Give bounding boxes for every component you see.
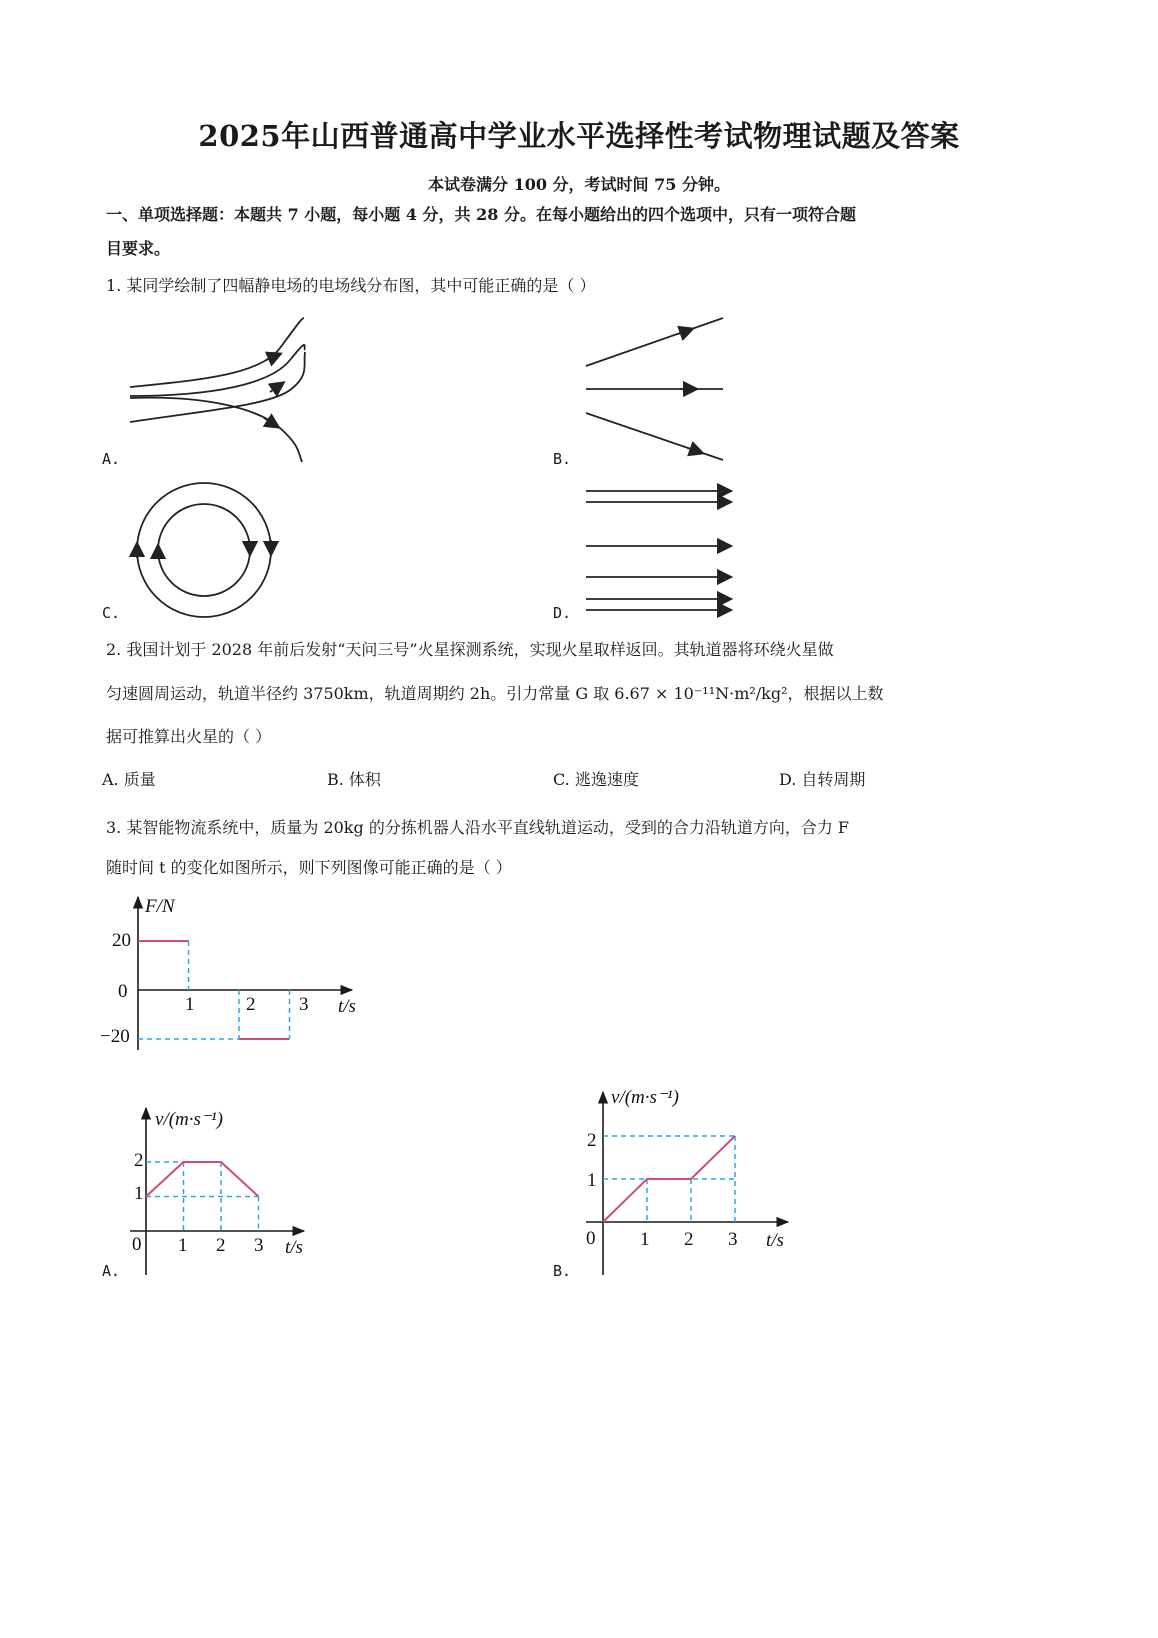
force-x-tick: 3 <box>299 994 309 1015</box>
velocity-a-y-tick: 2 <box>134 1150 144 1171</box>
force-x-label: t/s <box>338 996 356 1017</box>
velocity-b-y-tick: 1 <box>587 1170 597 1191</box>
force-y-tick: 20 <box>112 930 131 951</box>
question-2-line1: 2. 我国计划于 2028 年前后发射“天问三号”火星探测系统，实现火星取样返回。其轨道器将环绕火星做 <box>106 640 834 659</box>
question-2-line2: 匀速圆周运动，轨道半径约 3750km，轨道周期约 2h。引力常量 G 取 6.67 × 10⁻¹¹N·m²/kg²，根据以上数 <box>106 684 884 703</box>
velocity-a-y-tick: 1 <box>134 1183 144 1204</box>
velocity-b-series <box>603 1136 735 1222</box>
velocity-b-y-label: v/(m·s⁻¹) <box>611 1087 679 1108</box>
velocity-b-x-tick: 0 <box>586 1228 596 1249</box>
velocity-b-x-tick: 3 <box>728 1229 738 1250</box>
q1-option-b-label: B. <box>553 450 572 468</box>
velocity-b-x-tick: 2 <box>684 1229 694 1250</box>
question-1-stem: 1. 某同学绘制了四幅静电场的电场线分布图，其中可能正确的是（ ） <box>106 276 596 295</box>
section-heading-cont: 目要求。 <box>106 239 171 258</box>
force-x-tick: 1 <box>185 994 195 1015</box>
exam-info: 本试卷满分 100 分，考试时间 75 分钟。 <box>428 175 730 194</box>
page-title: 2025年山西普通高中学业水平选择性考试物理试题及答案 <box>198 119 960 153</box>
q1-option-d-label: D. <box>553 604 572 622</box>
velocity-a-x-tick: 3 <box>254 1235 264 1256</box>
q3-option-a-label: A. <box>102 1262 121 1280</box>
question-2-line3: 据可推算出火星的（ ） <box>106 727 272 746</box>
force-x-tick: 2 <box>246 994 256 1015</box>
velocity-b-x-label: t/s <box>766 1230 784 1251</box>
question-3-line1: 3. 某智能物流系统中，质量为 20kg 的分拣机器人沿水平直线轨道运动，受到的合力沿轨道方向，合力 F <box>106 818 850 837</box>
q3-option-b-label: B. <box>553 1262 572 1280</box>
velocity-a-x-label: t/s <box>285 1237 303 1258</box>
velocity-a-x-tick: 1 <box>178 1235 188 1256</box>
q2-choice-b: B. 体积 <box>327 770 381 789</box>
velocity-a-y-label: v/(m·s⁻¹) <box>155 1109 223 1130</box>
q2-choice-c: C. 逃逸速度 <box>553 770 639 789</box>
velocity-b-x-tick: 1 <box>640 1229 650 1250</box>
q1-option-a-label: A. <box>102 450 121 468</box>
q2-choice-d: D. 自转周期 <box>779 770 866 789</box>
section-heading: 一、单项选择题：本题共 7 小题，每小题 4 分，共 28 分。在每小题给出的四个选项中，只有一项符合题 <box>106 205 856 224</box>
q1-option-c-label: C. <box>102 604 121 622</box>
force-y-tick: 0 <box>118 981 128 1002</box>
question-3-line2: 随时间 t 的变化如图所示，则下列图像可能正确的是（ ） <box>106 858 512 877</box>
velocity-a-x-tick: 2 <box>216 1235 226 1256</box>
q2-choice-a: A. 质量 <box>102 770 156 789</box>
force-y-label: F/N <box>145 896 175 917</box>
force-y-tick: −20 <box>100 1026 130 1047</box>
velocity-b-y-tick: 2 <box>587 1130 597 1151</box>
velocity-a-x-tick: 0 <box>132 1234 142 1255</box>
